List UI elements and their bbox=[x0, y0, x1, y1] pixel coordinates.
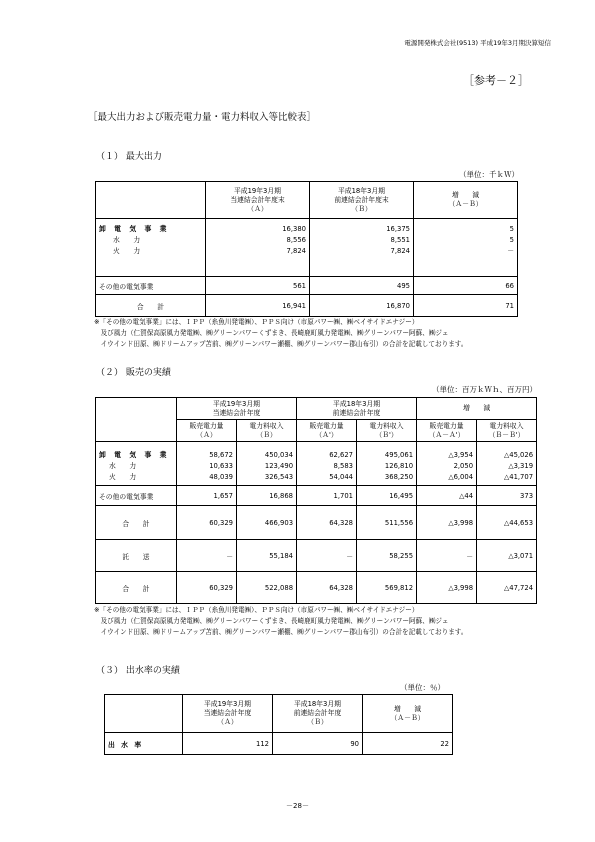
table-row: 出 水 率 112 90 22 bbox=[105, 733, 453, 755]
subheader: 電力料収入 （Ｂ－Ｂ'） bbox=[477, 420, 537, 442]
subheader: 電力料収入 （Ｂ） bbox=[237, 420, 297, 442]
corner-cell bbox=[96, 398, 177, 442]
table-row-subtotal: 合 計 60,329 466,903 64,328 511,556 △3,998 △44,653 bbox=[96, 506, 537, 540]
subheader: 電力料収入 （Ｂ'） bbox=[357, 420, 417, 442]
header-current: 平成19年3月期 当連結会計年度 bbox=[177, 398, 297, 420]
header-previous: 平成18年3月期 前連結会計年度 bbox=[297, 398, 417, 420]
header-diff: 増 減 （Ａ－Ｂ） bbox=[414, 182, 518, 219]
header-previous: 平成18年3月期 前連結会計年度 （Ｂ） bbox=[273, 695, 363, 733]
reference-label: ［参考－２］ bbox=[463, 74, 529, 87]
table-row-total: 合 計 16,941 16,870 71 bbox=[96, 295, 518, 317]
subheader: 販売電力量 （Ａ） bbox=[177, 420, 237, 442]
table-row: 卸 電 気 事 業 水 力 火 力 16,380 8,556 7,824 16,375 8,551 7,824 5 5 － bbox=[96, 219, 518, 277]
water-flow-table bbox=[104, 694, 453, 755]
header-diff: 増 減 （Ａ－Ｂ） bbox=[363, 695, 453, 733]
section-1-unit: （単位：千ｋＷ） bbox=[459, 170, 519, 179]
section-1-note: ※「その他の電気事業」には、ＩＰＰ（糸魚川発電㈱）、ＰＰＳ向け（市原パワー㈱、㈱ベイサイドエナジー） 及び風力（仁賀保高原風力発電㈱、㈱グリーンパワーくずまき、長崎鹿町風力発電㈱、㈱グリーンパワー阿蘇、㈱ジェ イウインド田原、㈱ドリームアップ苫前、㈱グリーンパワー瀬棚、㈱グリーンパワー郡山布引）の合計を記載しております。 bbox=[94, 318, 468, 348]
header-current: 平成19年3月期 当連結会計年度 （Ａ） bbox=[183, 695, 273, 733]
table-row: 卸 電 気 事 業 水 力 火 力 58,672 10,633 48,039 450,034 123,490 326,543 62,627 8,583 54,044 495,061 126,810 368,250 △3,954 2,050 △6,004 △45,026 △3,319 △41,707 bbox=[96, 442, 537, 486]
corner-cell bbox=[105, 695, 183, 733]
corner-cell bbox=[96, 182, 206, 219]
section-2-note: ※「その他の電気事業」には、ＩＰＰ（糸魚川発電㈱）、ＰＰＳ向け（市原パワー㈱、㈱ベイサイドエナジー） 及び風力（仁賀保高原風力発電㈱、㈱グリーンパワーくずまき、長崎鹿町風力発電㈱、㈱グリーンパワー阿蘇、㈱ジェ イウインド田原、㈱ドリームアップ苫前、㈱グリーンパワー瀬棚、㈱グリーンパワー郡山布引）の合計を記載しております。 bbox=[94, 606, 468, 636]
table-row-transmission: 託 送 － 55,184 － 58,255 － △3,071 bbox=[96, 540, 537, 572]
page-number: －28－ bbox=[286, 802, 309, 810]
subheader: 販売電力量 （Ａ'） bbox=[297, 420, 357, 442]
header-previous: 平成18年3月期 前連結会計年度末 （Ｂ） bbox=[310, 182, 414, 219]
subheader: 販売電力量 （Ａ－Ａ'） bbox=[417, 420, 477, 442]
table-row-total: 合 計 60,329 522,088 64,328 569,812 △3,998 △47,724 bbox=[96, 572, 537, 604]
table-row: その他の電気事業 561 495 66 bbox=[96, 277, 518, 295]
section-2-unit: （単位：百万ｋＷｈ、百万円） bbox=[432, 385, 537, 394]
table-row: その他の電気事業 1,657 16,868 1,701 16,495 △44 373 bbox=[96, 486, 537, 506]
section-1-heading: （１） 最大出力 bbox=[96, 152, 162, 162]
section-2-heading: （２） 販売の実績 bbox=[96, 368, 171, 378]
section-3-heading: （３） 出水率の実績 bbox=[96, 666, 180, 676]
page-title: ［最大出力および販売電力量・電力料収入等比較表］ bbox=[88, 112, 317, 123]
header-current: 平成19年3月期 当連結会計年度末 （Ａ） bbox=[206, 182, 310, 219]
max-output-table bbox=[95, 181, 518, 317]
sales-results-table bbox=[95, 397, 537, 604]
document-header: 電源開発株式会社(9513) 平成19年3月期決算短信 bbox=[404, 39, 551, 47]
section-3-unit: （単位：％） bbox=[400, 683, 445, 692]
header-diff: 増 減 bbox=[417, 398, 537, 420]
